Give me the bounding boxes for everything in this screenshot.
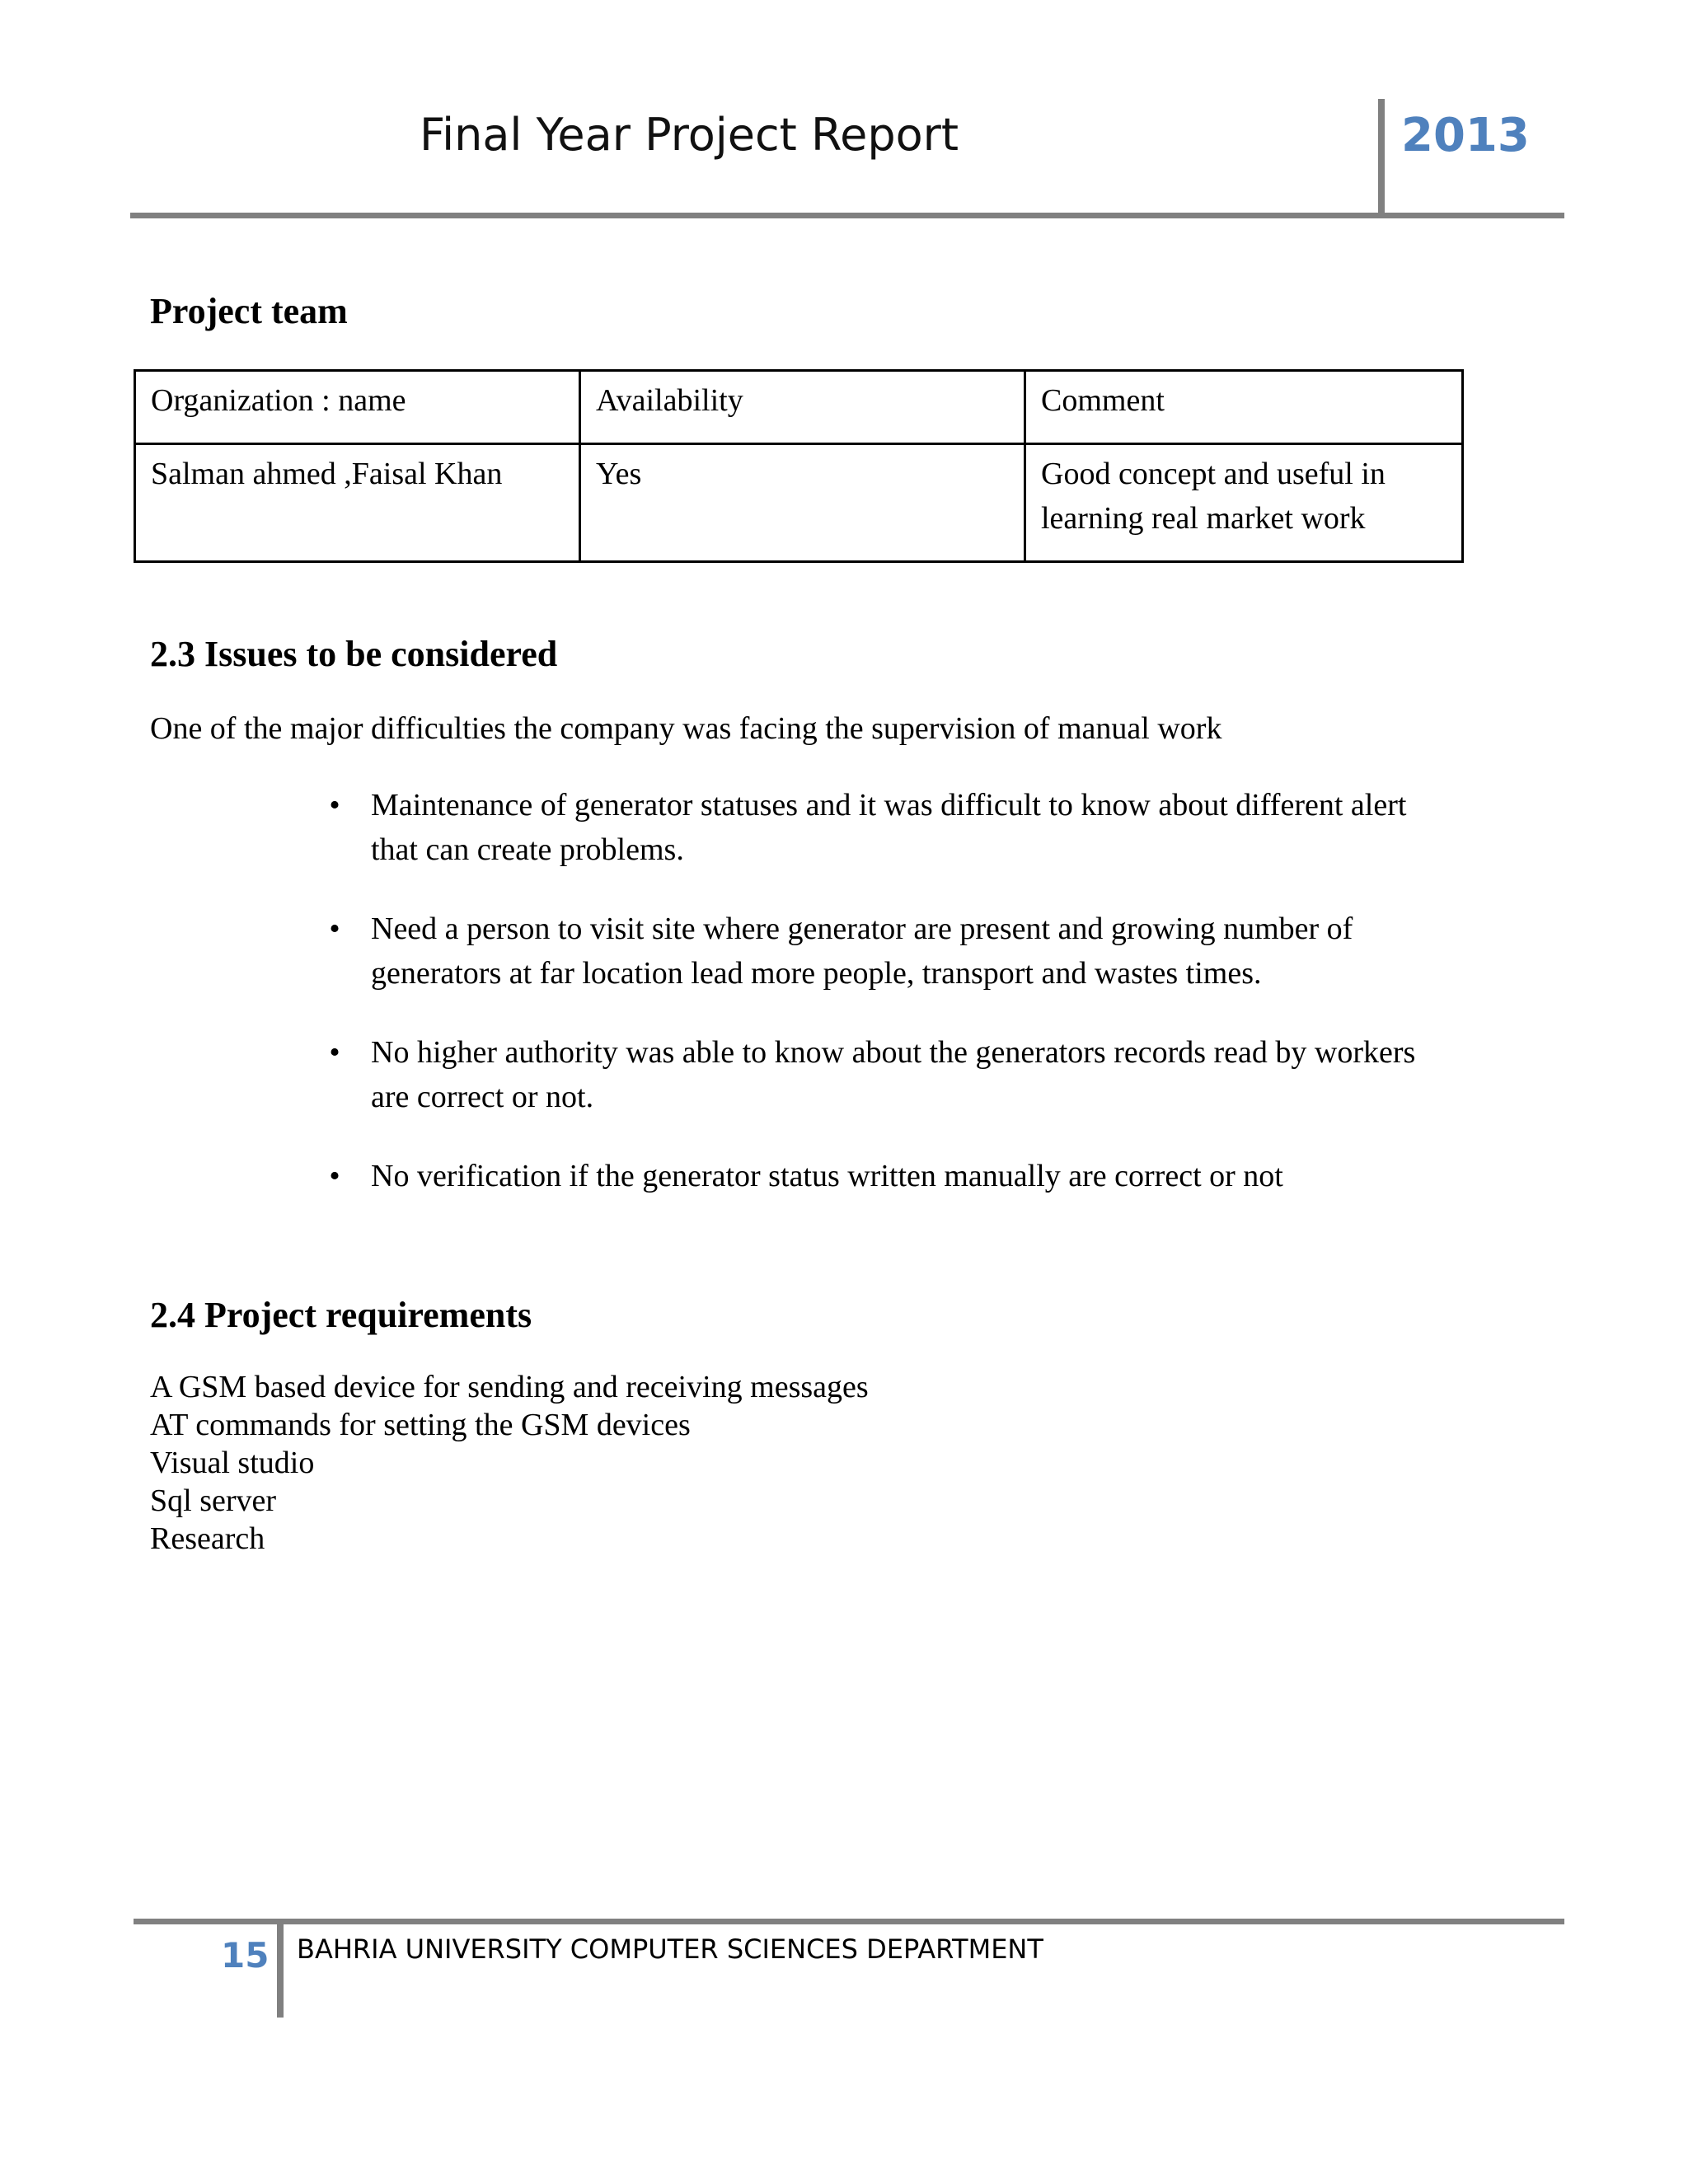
table-header-cell: Comment xyxy=(1025,371,1463,444)
list-item xyxy=(318,907,1423,996)
footer-divider xyxy=(277,1920,284,2018)
table-header-row xyxy=(135,371,1463,444)
footer-department: BAHRIA UNIVERSITY COMPUTER SCIENCES DEPARTMENT xyxy=(297,1933,1043,1965)
section-heading-issues: 2.3 Issues to be considered xyxy=(150,634,558,674)
bullet-icon: • xyxy=(329,912,340,946)
table-header-cell: Availability xyxy=(580,371,1025,444)
list-item: AT commands for setting the GSM devices xyxy=(150,1408,691,1442)
issues-bullet-list xyxy=(318,783,1423,1233)
list-item xyxy=(318,1154,1423,1198)
list-item-text: No verification if the generator status written manually are correct or not xyxy=(371,1159,1283,1193)
list-item: Research xyxy=(150,1521,265,1556)
bullet-icon: • xyxy=(329,1035,340,1070)
header-year: 2013 xyxy=(1401,109,1530,162)
table-header-cell: Organization : name xyxy=(135,371,580,444)
section-heading-project-team: Project team xyxy=(150,291,348,331)
section-heading-requirements: 2.4 Project requirements xyxy=(150,1295,532,1335)
header-rule xyxy=(130,213,1564,218)
issues-intro-paragraph: One of the major difficulties the company was facing the supervision of manual work xyxy=(150,711,1222,746)
list-item: Sql server xyxy=(150,1483,277,1518)
page-number: 15 xyxy=(221,1935,270,1975)
list-item-text: Need a person to visit site where generator are present and growing number of generators at far location lead more people, transport and wastes times. xyxy=(371,912,1353,991)
bullet-icon: • xyxy=(329,788,340,823)
requirements-list xyxy=(150,1368,869,1558)
list-item: A GSM based device for sending and receiving messages xyxy=(150,1370,869,1404)
list-item: Visual studio xyxy=(150,1446,315,1480)
list-item xyxy=(318,1030,1423,1119)
list-item xyxy=(318,783,1423,872)
table-cell: Yes xyxy=(580,444,1025,562)
table-row xyxy=(135,444,1463,562)
bullet-icon: • xyxy=(329,1159,340,1193)
header-divider xyxy=(1378,99,1385,214)
page-header-title: Final Year Project Report xyxy=(419,109,959,161)
project-team-table xyxy=(134,369,1464,563)
footer-rule xyxy=(134,1919,1564,1924)
list-item-text: Maintenance of generator statuses and it was difficult to know about different alert that can create problems. xyxy=(371,788,1407,867)
list-item-text: No higher authority was able to know about the generators records read by workers are correct or not. xyxy=(371,1035,1416,1114)
table-cell: Good concept and useful in learning real market work xyxy=(1025,444,1463,562)
table-cell: Salman ahmed ,Faisal Khan xyxy=(135,444,580,562)
